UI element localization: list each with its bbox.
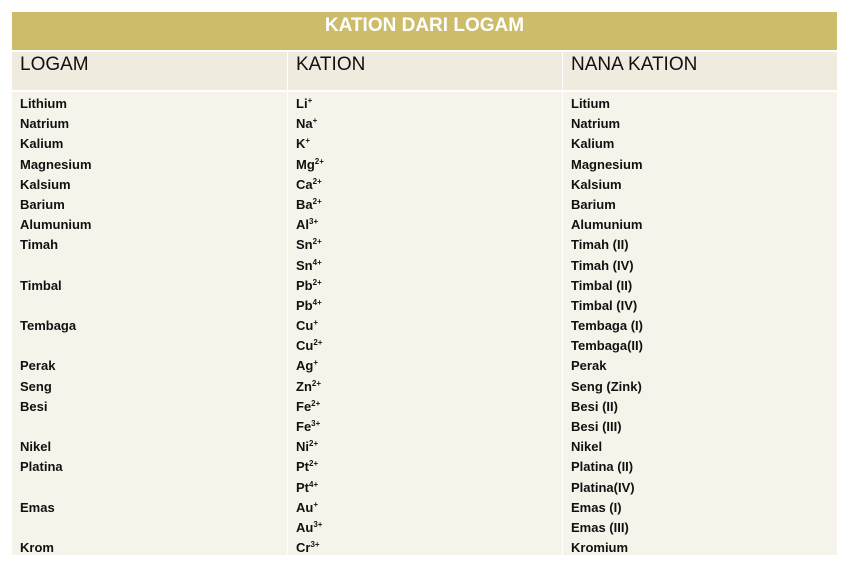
cation-charge: 4+ [312,257,322,267]
cell-kation [296,235,562,255]
cell-kation [296,457,562,477]
cell-logam: Nikel [20,439,52,455]
cation-symbol: Ag [296,358,314,374]
cation-symbol: Pt [296,479,309,495]
cation-symbol: Li [296,96,308,111]
cell-kation [296,94,562,114]
cell-nama-kation: Perak [571,358,607,374]
cell-kation [296,478,562,498]
cell-kation [296,356,562,376]
cell-kation [296,215,562,235]
cell-kation [296,518,562,538]
cell-logam: Alumunium [20,217,92,233]
cation-charge: 2+ [309,439,319,449]
cell-kation [296,538,562,558]
cation-symbol: Sn [296,237,313,253]
cation-symbol: Cr [296,540,311,556]
cation-symbol: Na [296,116,313,132]
cell-logam: Kalsium [20,176,71,192]
cell-logam: Timah [20,237,59,253]
cell-logam: Besi [20,398,48,414]
cell-logam: Platina [20,459,63,475]
cation-charge: + [313,318,319,328]
cation-charge: 4+ [309,479,319,489]
cation-charge: 2+ [311,398,321,408]
cell-kation [296,417,562,437]
column-nama-kation [562,92,837,555]
cell-kation [296,155,562,175]
cation-charge: 2+ [312,196,322,206]
cell-nama-kation: Kalium [571,136,615,152]
cell-nama-kation: Seng (Zink) [571,378,642,394]
cell-nama-kation: Timbal (II) [571,277,633,293]
cell-kation [296,276,562,296]
cell-kation [296,336,562,356]
cell-nama-kation: Timah (IV) [571,257,634,273]
cell-kation [296,377,562,397]
cation-charge: + [305,136,311,146]
cell-nama-kation: Kromium [571,540,629,556]
cell-logam: Tembaga [20,318,77,334]
cation-charge: 2+ [309,459,319,469]
header-row [12,52,837,92]
cell-logam: Natrium [20,116,70,132]
cation-charge: 3+ [313,519,323,529]
cell-logam [20,478,287,498]
cation-symbol: Pt [296,459,309,475]
cell-kation [296,316,562,336]
cell-nama-kation: Tembaga(II) [571,338,643,354]
cell-nama-kation: Natrium [571,116,621,132]
cell-logam: Perak [20,358,56,374]
header-kation: KATION [287,52,562,90]
cation-table [12,12,837,555]
cell-nama-kation: Besi (III) [571,419,622,434]
cell-logam: Seng [20,378,52,394]
cell-kation [296,296,562,316]
cell-nama-kation: Tembaga (I) [571,318,643,334]
cell-logam: Magnesium [20,156,92,172]
cation-symbol: Sn [296,257,313,273]
cation-symbol: Au [296,499,314,515]
cation-charge: 2+ [313,338,323,348]
cell-logam: Emas [20,499,55,515]
cell-nama-kation: Magnesium [571,156,643,172]
cation-symbol: Ba [296,196,313,212]
cell-nama-kation: Litium [571,96,610,111]
cation-symbol: K [296,136,306,152]
cation-symbol: Fe [296,398,312,414]
cell-logam [20,296,287,316]
cation-symbol: Cu [296,338,314,354]
cell-logam: Barium [20,196,65,212]
cation-symbol: Zn [296,378,312,394]
cation-symbol: Ca [296,176,313,192]
cell-logam [20,256,287,276]
cell-kation [296,175,562,195]
cell-nama-kation: Platina(IV) [571,479,635,495]
cation-charge: 2+ [314,156,324,166]
cell-nama-kation: Nikel [571,439,603,455]
cell-nama-kation: Kalsium [571,176,622,192]
cell-nama-kation: Alumunium [571,217,643,233]
column-logam [12,92,287,555]
cell-logam [20,417,287,437]
cell-kation [296,498,562,518]
cation-charge: 3+ [311,419,321,428]
cell-logam: Timbal [20,277,62,293]
cell-logam [20,336,287,356]
table-title: KATION DARI LOGAM [12,12,837,52]
cell-logam [20,518,287,538]
cation-symbol: Al [296,217,309,233]
column-kation [287,92,562,555]
cell-kation [296,134,562,154]
cation-symbol: Fe [296,419,312,434]
cell-kation [296,256,562,276]
cell-nama-kation: Emas (I) [571,499,622,515]
cation-symbol: Mg [296,156,315,172]
cation-charge: 2+ [312,237,322,247]
cation-charge: 2+ [312,176,322,186]
header-nama-kation: NANA KATION [562,52,837,90]
cation-symbol: Au [296,519,314,535]
cell-kation [296,397,562,417]
cell-nama-kation: Timbal (IV) [571,297,638,313]
header-logam: LOGAM [20,54,89,75]
cation-charge: + [307,96,313,105]
cell-nama-kation: Besi (II) [571,398,618,414]
cell-kation [296,195,562,215]
cation-symbol: Pb [296,297,313,313]
cell-nama-kation: Barium [571,196,616,212]
cell-nama-kation: Emas (III) [571,519,629,535]
cell-logam: Lithium [20,96,67,111]
table-body [12,92,837,555]
cell-nama-kation: Platina (II) [571,459,634,475]
cation-symbol: Ni [296,439,309,455]
cell-kation [296,114,562,134]
cell-logam: Kalium [20,136,64,152]
cation-charge: + [312,116,318,126]
cation-charge: + [313,358,319,368]
cation-symbol: Cu [296,318,314,334]
cation-symbol: Pb [296,277,313,293]
cell-logam: Krom [20,540,54,556]
cell-kation [296,437,562,457]
cation-charge: 3+ [310,540,320,550]
cation-charge: 4+ [312,297,322,307]
cation-charge: 3+ [309,217,319,227]
cation-charge: 2+ [311,378,322,388]
cation-charge: + [313,499,319,509]
cell-nama-kation: Timah (II) [571,237,629,253]
cation-charge: 2+ [312,277,322,287]
